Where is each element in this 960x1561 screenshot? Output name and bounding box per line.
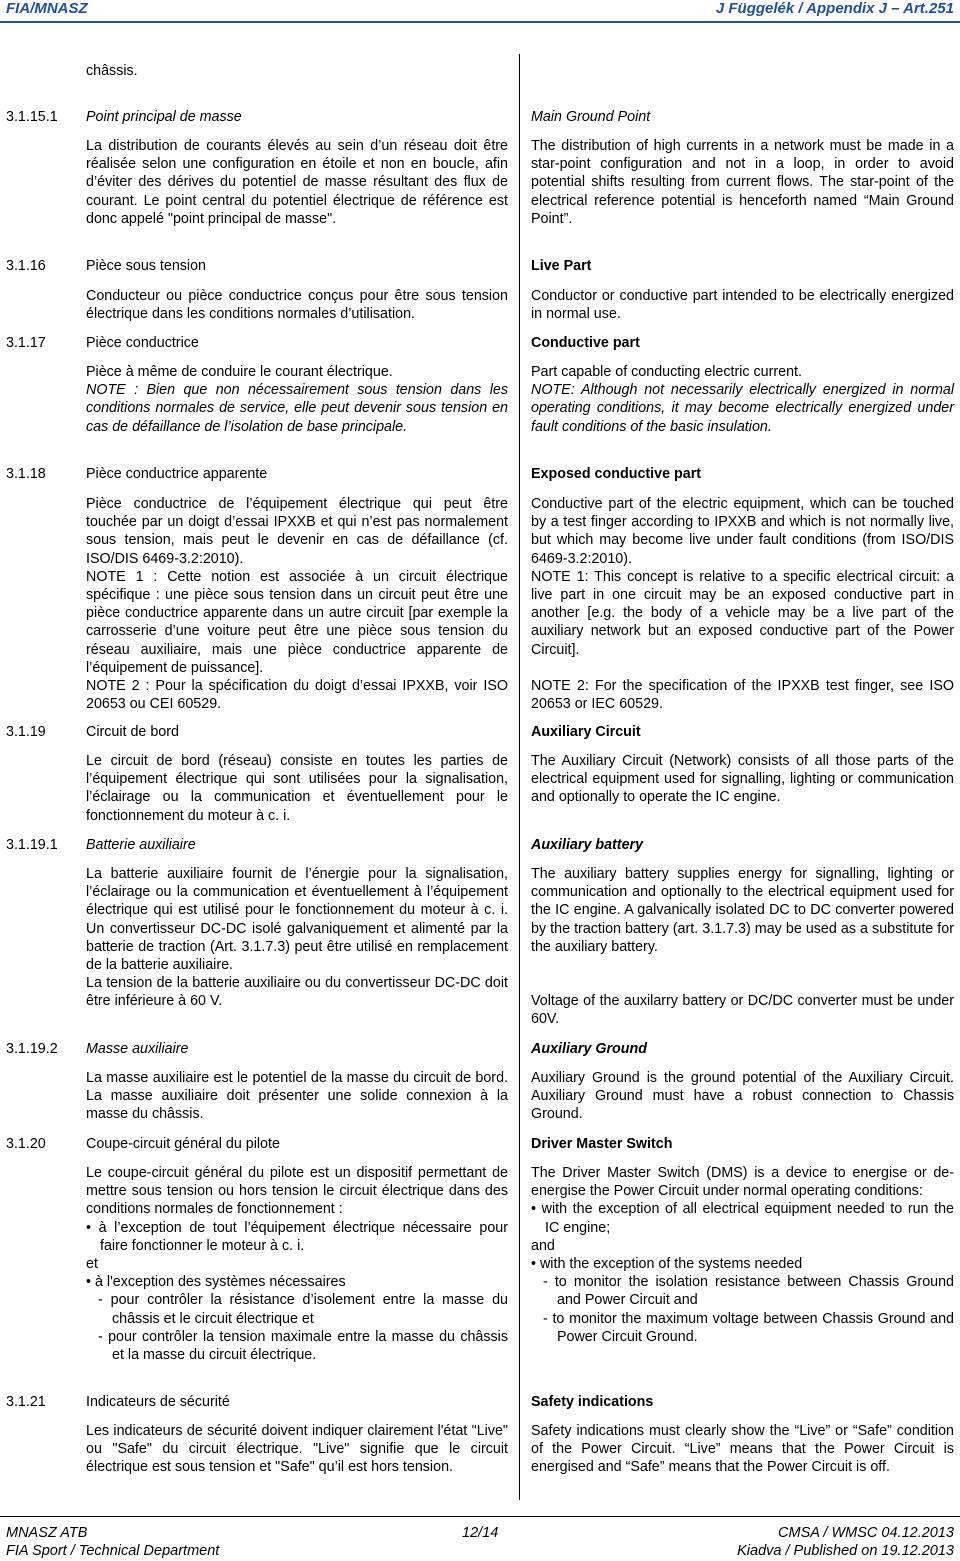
sub-item: - pour contrôler la tension maximale entre la masse du châssis et la masse du circuit électrique. — [98, 1328, 508, 1364]
section-body-en: Conductor or conductive part intended to be electrically energized in normal use. — [531, 288, 954, 323]
section-body-fr: La masse auxiliaire est le potentiel de la masse du circuit de bord. La masse auxiliaire doit présenter une solide connexion à la masse du châssis. — [86, 1070, 508, 1123]
section-title-en: Auxiliary battery — [531, 837, 644, 853]
section-body-fr — [86, 495, 508, 713]
bullet-item: • with the exception of all electrical equipment needed to run the IC engine; — [531, 1201, 954, 1236]
note-paragraph: NOTE 2 : Pour la spécification du doigt d’essai IPXXB, voir ISO 20653 ou CEI 60529. — [86, 678, 508, 713]
sub-item: - pour contrôler la résistance d’isolement entre la masse du châssis et le circuit électrique et — [98, 1292, 508, 1327]
section-body-en — [531, 495, 954, 713]
section-title-fr: Circuit de bord — [86, 724, 179, 740]
bullet-item: • with the exception of the systems needed — [531, 1256, 803, 1273]
bullet-item: • à l'exception des systèmes nécessaires — [86, 1274, 346, 1291]
section-number: 3.1.17 — [6, 335, 46, 351]
section-body-en — [531, 1164, 954, 1346]
footer-right-line1: CMSA / WMSC 04.12.2013 — [778, 1525, 954, 1541]
note-paragraph: NOTE: Although not necessarily electrically energized in normal operating conditions, it may become electrically energized under fault conditions of the basic insulation. — [531, 382, 954, 435]
body-paragraph: Pièce à même de conduire le courant électrique. — [86, 364, 393, 380]
section-title-en: Safety indications — [531, 1394, 654, 1410]
section-number: 3.1.15.1 — [6, 109, 58, 125]
section-title-fr: Point principal de masse — [86, 109, 242, 125]
column-divider — [519, 54, 520, 1500]
page-number: 12/14 — [462, 1525, 499, 1541]
conjunction: et — [86, 1256, 98, 1273]
section-title-en: Main Ground Point — [531, 109, 651, 125]
header-left: FIA/MNASZ — [6, 0, 88, 17]
section-title-en: Driver Master Switch — [531, 1136, 673, 1152]
section-title-en: Auxiliary Ground — [531, 1041, 647, 1057]
conjunction: and — [531, 1237, 555, 1254]
section-title-en: Live Part — [531, 258, 592, 274]
section-body-fr — [86, 363, 508, 436]
section-number: 3.1.20 — [6, 1136, 46, 1152]
bullet-item: • à l’exception de tout l’équipement électrique nécessaire pour faire fonctionner le moteur à c. i. — [86, 1219, 508, 1254]
section-body-fr — [86, 865, 508, 1011]
intro-text: châssis. — [86, 63, 138, 79]
section-body-fr: Conducteur ou pièce conductrice conçus pour être sous tension électrique dans les conditions normales d’utilisation. — [86, 288, 508, 323]
section-title-en: Auxiliary Circuit — [531, 724, 641, 740]
section-number: 3.1.19.1 — [6, 837, 58, 853]
note-paragraph: NOTE : Bien que non nécessairement sous tension dans les conditions normales de service, elle peut devenir sous tension en cas de défaillance de l’isolation de base principale. — [86, 382, 508, 435]
section-body-fr: La distribution de courants élevés au sein d’un réseau doit être réalisée selon une configuration en étoile et non en boucle, afin d’éviter des dérives du potentiel de masse résultant des flux de courant. Le point central du potentiel électrique de référence est donc appelé "point principal de masse". — [86, 138, 508, 227]
footer-left-line1: MNASZ ATB — [6, 1525, 88, 1541]
section-body-fr: Le circuit de bord (réseau) consiste en toutes les parties de l’équipement électrique qui sont utilisées pour la signalisation, l’éclairage ou la communication et éventuellement pour le fonctionnement du moteur à c. i. — [86, 753, 508, 824]
body-paragraph: Voltage of the auxilarry battery or DC/DC converter must be under 60V. — [531, 993, 954, 1028]
section-title-en: Exposed conductive part — [531, 466, 702, 482]
section-body-en: Auxiliary Ground is the ground potential of the Auxiliary Circuit. Auxiliary Ground must have a robust connection to Chassis Ground. — [531, 1070, 954, 1123]
section-number: 3.1.18 — [6, 466, 46, 482]
section-title-fr: Batterie auxiliaire — [86, 837, 196, 853]
body-paragraph: The auxiliary battery supplies energy for signalling, lighting or communication and optionally to the electrical equipment used for the IC engine. A galvanically isolated DC to DC converter powered by the traction battery (art. 3.1.7.3) may be used as a substitute for the auxiliary battery. — [531, 866, 954, 955]
section-body-en: Safety indications must clearly show the “Live” or “Safe” condition of the Power Circuit. “Live” means that the Power Circuit is energised and “Safe” means that the Power Circuit is off. — [531, 1423, 954, 1476]
section-body-fr — [86, 1164, 508, 1364]
body-paragraph: The Driver Master Switch (DMS) is a device to energise or de-energise the Power Circuit under normal operating conditions: — [531, 1165, 954, 1200]
body-paragraph: Part capable of conducting electric current. — [531, 364, 802, 380]
note-paragraph: NOTE 2: For the specification of the IPXXB test finger, see ISO 20653 or IEC 60529. — [531, 677, 954, 713]
section-title-fr: Pièce sous tension — [86, 258, 207, 274]
section-body-en — [531, 363, 954, 436]
sub-item: - to monitor the maximum voltage between Chassis Ground and Power Circuit Ground. — [543, 1310, 954, 1345]
note-paragraph: NOTE 1 : Cette notion est associée à un circuit électrique spécifique : une pièce sous tension dans un circuit peut être une pièce conductrice apparente dans un autre circuit [par exemple la carrosserie d’une voiture peut être une pièce sous tension du réseau auxiliaire, mais une pièce conductrice apparente de l’équipement de puissance]. — [86, 568, 508, 676]
footer-right-line2: Kiadva / Published on 19.12.2013 — [737, 1543, 954, 1559]
note-paragraph: NOTE 1: This concept is relative to a specific electrical circuit: a live part in one circuit may be an exposed conductive part in another [e.g. the body of a vehicle may be a live part of the auxiliary network but an exposed conductive part of the Power Circuit]. — [531, 568, 954, 658]
section-body-en: The distribution of high currents in a network must be made in a star-point configuration and not in a loop, in order to avoid potential shifts resulting from current flows. The star-point of the electrical reference potential is henceforth named “Main Ground Point”. — [531, 138, 954, 227]
header-right: J Függelék / Appendix J – Art.251 — [715, 0, 954, 17]
section-title-fr: Pièce conductrice apparente — [86, 466, 268, 482]
footer-left-line2: FIA Sport / Technical Department — [6, 1543, 220, 1559]
page-header — [0, 0, 960, 22]
footer-rule — [0, 1516, 960, 1517]
section-title-fr: Pièce conductrice — [86, 335, 199, 351]
section-number: 3.1.16 — [6, 258, 46, 274]
section-number: 3.1.19.2 — [6, 1041, 58, 1057]
section-title-fr: Indicateurs de sécurité — [86, 1394, 230, 1410]
body-paragraph: La tension de la batterie auxiliaire ou du convertisseur DC-DC doit être inférieure à 60 V. — [86, 975, 508, 1010]
body-paragraph: La batterie auxiliaire fournit de l’énergie pour la signalisation, l’éclairage ou la communication et éventuellement à l’équipement électrique qui est utilisé pour le fonctionnement du moteur à c. i. Un convertisseur DC-DC isolé galvaniquement et alimenté par la batterie de traction (Art. 3.1.7.3) peut être utilisé en remplacement de la batterie auxiliaire. — [86, 866, 508, 974]
section-title-en: Conductive part — [531, 335, 640, 351]
sub-item: - to monitor the isolation resistance between Chassis Ground and Power Circuit and — [543, 1274, 954, 1309]
section-body-en: The Auxiliary Circuit (Network) consists of all those parts of the electrical equipment used for signalling, lighting or communication and optionally to operate the IC engine. — [531, 753, 954, 806]
section-number: 3.1.21 — [6, 1394, 46, 1410]
body-paragraph: Le coupe-circuit général du pilote est un dispositif permettant de mettre sous tension ou hors tension le circuit électrique dans des conditions normales de fonctionnement : — [86, 1165, 508, 1218]
section-body-en — [531, 865, 954, 1028]
section-title-fr: Masse auxiliaire — [86, 1041, 189, 1057]
section-title-fr: Coupe-circuit général du pilote — [86, 1136, 280, 1152]
header-rule — [0, 21, 960, 23]
body-paragraph: Pièce conductrice de l’équipement électrique qui peut être touchée par un doigt d’essai IPXXB et qui n’est pas normalement sous tension, mais peut le devenir en cas de défaillance (cf. ISO/DIS 6469-3.2:2010). — [86, 496, 508, 567]
section-body-fr: Les indicateurs de sécurité doivent indiquer clairement l'état "Live" ou "Safe" du circuit électrique. "Live" signifie que le circuit électrique est sous tension et "Safe" qu’il est hors tension. — [86, 1423, 508, 1476]
section-number: 3.1.19 — [6, 724, 46, 740]
body-paragraph: Conductive part of the electric equipment, which can be touched by a test finger according to IPXXB and which is not normally live, but which may become live under fault conditions (from ISO/DIS 6469-3.2:2010). — [531, 496, 954, 567]
